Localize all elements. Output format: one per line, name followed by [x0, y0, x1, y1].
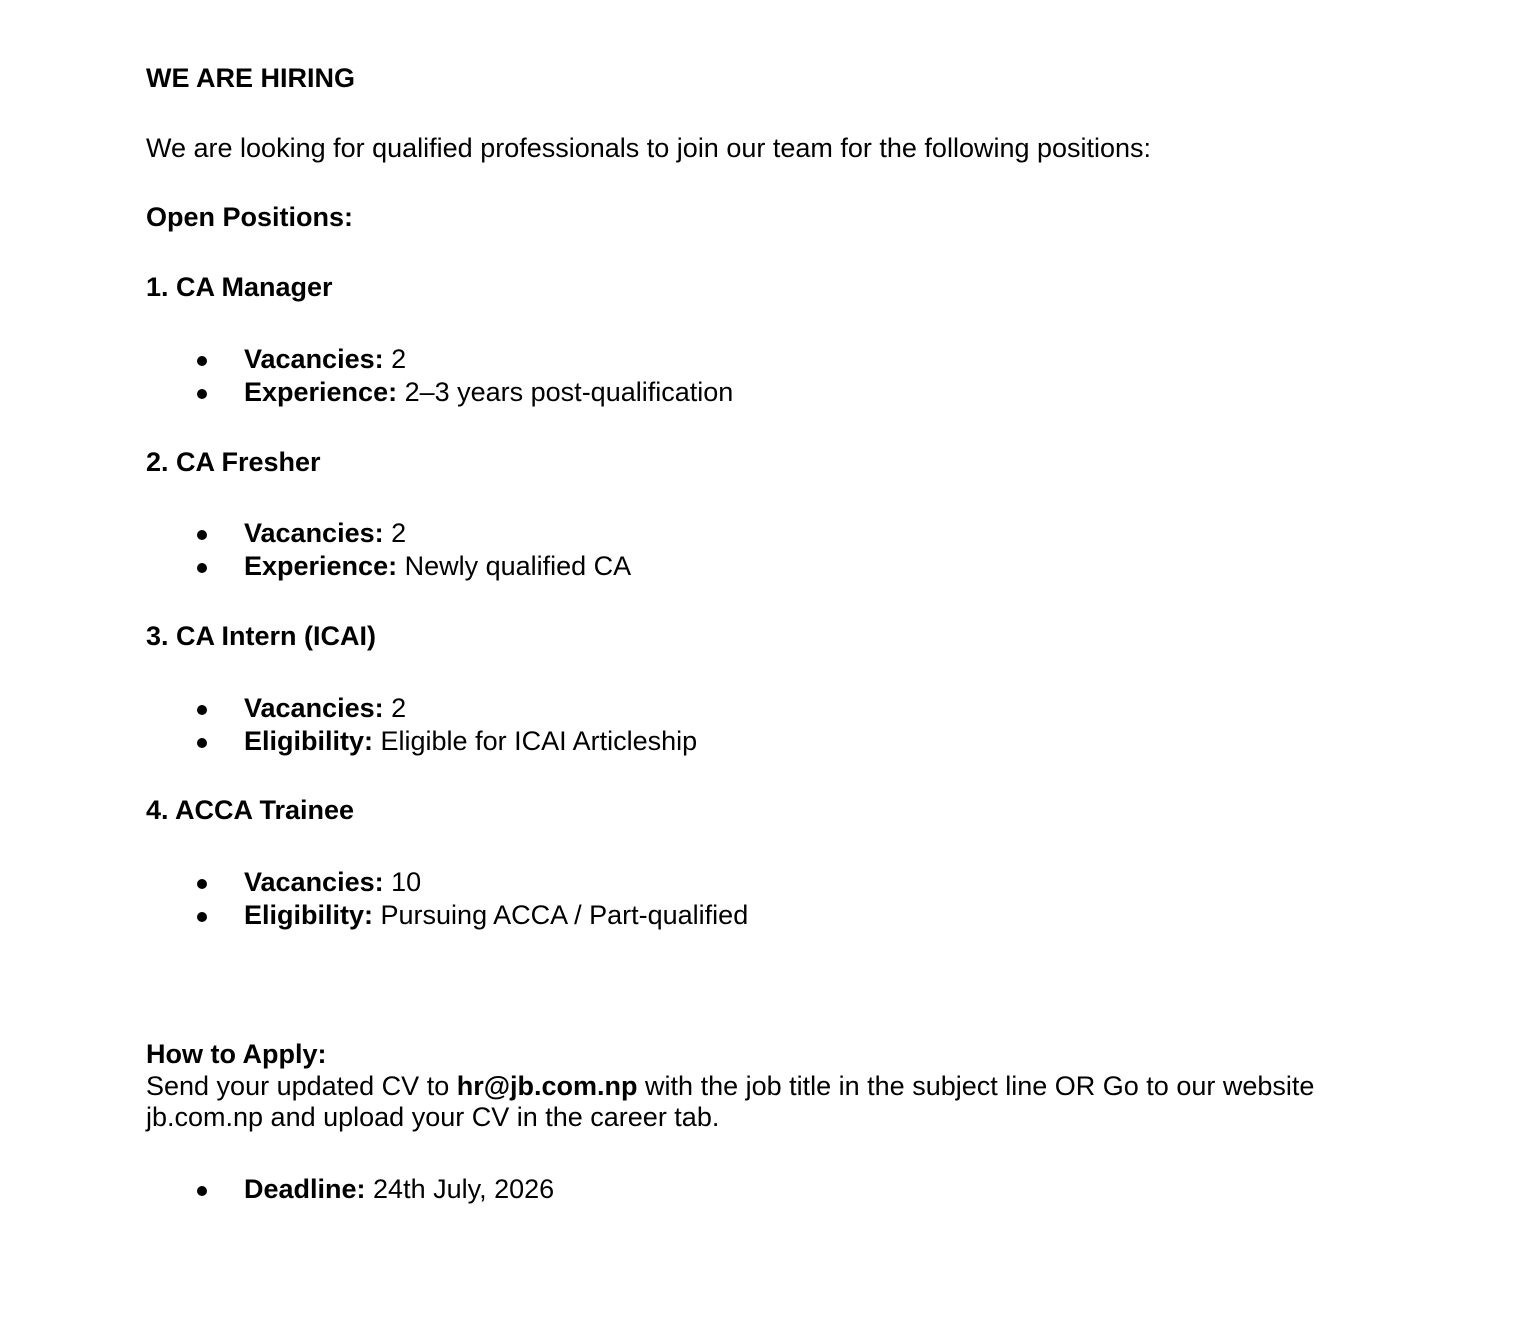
bullet-icon [197, 879, 207, 889]
detail-value: 2 [383, 518, 407, 548]
bullet-icon [197, 530, 207, 540]
detail-value: Newly qualified CA [397, 551, 632, 581]
apply-instructions-line1 [146, 1070, 1314, 1103]
detail-label: Experience: [244, 377, 398, 407]
intro-text: We are looking for qualified professionals to join our team for the following positions: [146, 133, 1152, 163]
open-positions-heading: Open Positions: [146, 202, 354, 232]
deadline-label: Deadline: [244, 1174, 366, 1204]
page-title: WE ARE HIRING [146, 63, 355, 93]
position-heading-ca-manager: 1. CA Manager [146, 272, 333, 302]
detail-value: Eligible for ICAI Articleship [373, 726, 698, 756]
detail-label: Vacancies: [244, 867, 384, 897]
apply-instructions-line2: jb.com.np and upload your CV in the career tab. [146, 1102, 720, 1132]
position-heading-ca-intern: 3. CA Intern (ICAI) [146, 621, 377, 651]
detail-label: Eligibility: [244, 726, 374, 756]
detail-label: Vacancies: [244, 518, 384, 548]
bullet-icon [197, 356, 207, 366]
detail-value: 10 [383, 867, 422, 897]
email-address: hr@jb.com.np [456, 1071, 638, 1101]
position-heading-ca-fresher: 2. CA Fresher [146, 447, 321, 477]
bullet-icon [197, 705, 207, 715]
bullet-icon [197, 738, 207, 748]
detail-value: Pursuing ACCA / Part-qualified [373, 900, 749, 930]
bullet-icon [197, 389, 207, 399]
detail-label: Vacancies: [244, 693, 384, 723]
detail-label: Experience: [244, 551, 398, 581]
bullet-icon [197, 912, 207, 922]
deadline-value: 24th July, 2026 [365, 1174, 555, 1204]
how-to-apply-heading: How to Apply: [146, 1039, 327, 1069]
detail-value: 2 [383, 693, 407, 723]
detail-label: Vacancies: [244, 344, 384, 374]
apply-text-after: with the job title in the subject line OR Go to our website [637, 1071, 1315, 1101]
detail-label: Eligibility: [244, 900, 374, 930]
detail-value: 2 [383, 344, 407, 374]
bullet-icon [197, 1186, 207, 1196]
position-heading-acca-trainee: 4. ACCA Trainee [146, 795, 355, 825]
bullet-icon [197, 563, 207, 573]
detail-value: 2–3 years post-qualification [397, 377, 734, 407]
apply-text-before: Send your updated CV to [146, 1071, 457, 1101]
